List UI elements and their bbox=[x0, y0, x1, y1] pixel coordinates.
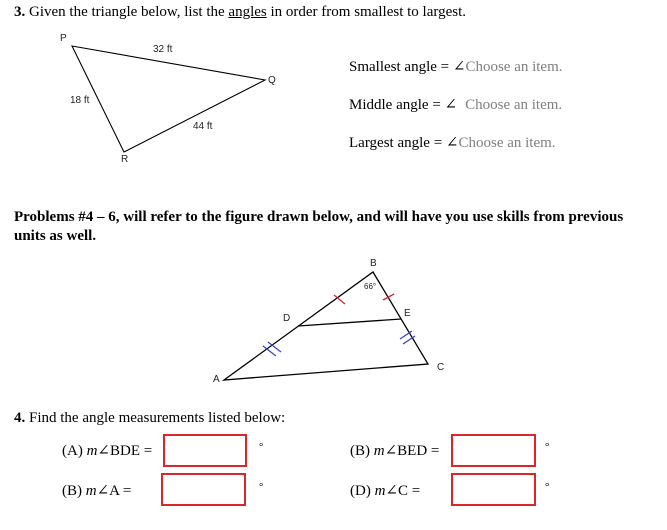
side-label-pq: 32 ft bbox=[153, 44, 173, 55]
problems-intro-text: Problems #4 – 6, will refer to the figure drawn below, and will have you use skills from previous units as well. bbox=[14, 209, 624, 244]
triangle-abc bbox=[224, 272, 428, 380]
middle-angle-label: Middle angle = bbox=[349, 97, 445, 113]
measure-m: m bbox=[374, 483, 386, 499]
largest-angle-row bbox=[349, 133, 556, 152]
answer-label-bed bbox=[350, 441, 439, 460]
vertex-label-e: E bbox=[404, 308, 411, 319]
question-underlined-word: angles bbox=[228, 4, 267, 20]
vertex-label-p: P bbox=[60, 33, 67, 44]
largest-angle-label: Largest angle = bbox=[349, 135, 446, 151]
vertex-label-b: B bbox=[370, 258, 377, 269]
question-text-before: Given the triangle below, list the bbox=[25, 4, 229, 20]
angle-symbol: ∠ bbox=[444, 97, 458, 113]
measure-m: m bbox=[373, 443, 385, 459]
question-text: Find the angle measurements listed below: bbox=[25, 410, 286, 426]
answer-angle: ∠C = bbox=[385, 483, 421, 499]
degree-symbol: ° bbox=[259, 481, 264, 493]
answer-label-c bbox=[350, 481, 420, 500]
vertex-label-c: C bbox=[437, 362, 445, 373]
angle-symbol: ∠ bbox=[445, 135, 459, 151]
triangle-pqr bbox=[72, 46, 265, 152]
question-number: 3. bbox=[14, 4, 26, 20]
degree-symbol: ° bbox=[259, 441, 264, 453]
question-number: 4. bbox=[14, 410, 26, 426]
largest-angle-dropdown[interactable]: Choose an item. bbox=[458, 135, 556, 151]
answer-angle: ∠BED = bbox=[384, 443, 440, 459]
answer-prefix: (D) bbox=[350, 483, 375, 499]
answer-input-bde[interactable] bbox=[163, 434, 247, 467]
vertex-label-r: R bbox=[121, 154, 129, 165]
answer-label-bde bbox=[62, 441, 152, 460]
answer-prefix: (A) bbox=[62, 443, 87, 459]
middle-angle-dropdown[interactable]: Choose an item. bbox=[465, 97, 563, 113]
angle-b-measure: 66° bbox=[364, 282, 377, 291]
vertex-label-d: D bbox=[283, 313, 291, 324]
answer-label-a bbox=[62, 481, 131, 500]
answer-prefix: (B) bbox=[62, 483, 86, 499]
side-label-qr: 44 ft bbox=[193, 121, 213, 132]
measure-m: m bbox=[86, 443, 98, 459]
question-text-after: in order from smallest to largest. bbox=[266, 4, 466, 20]
answer-prefix: (B) bbox=[350, 443, 374, 459]
answer-input-a[interactable] bbox=[161, 473, 246, 506]
degree-symbol: ° bbox=[545, 441, 550, 453]
answer-angle: ∠A = bbox=[96, 483, 132, 499]
smallest-angle-label: Smallest angle = bbox=[349, 59, 453, 75]
answer-input-c[interactable] bbox=[451, 473, 536, 506]
side-label-pr: 18 ft bbox=[70, 95, 90, 106]
angle-symbol: ∠ bbox=[452, 59, 466, 75]
measure-m: m bbox=[85, 483, 97, 499]
vertex-label-a: A bbox=[213, 374, 220, 385]
vertex-label-q: Q bbox=[268, 75, 276, 86]
answer-angle: ∠BDE = bbox=[97, 443, 153, 459]
segment-de bbox=[298, 319, 401, 326]
question-4-prompt bbox=[14, 410, 285, 427]
degree-symbol: ° bbox=[545, 481, 550, 493]
middle-angle-row bbox=[349, 95, 562, 114]
answer-input-bed[interactable] bbox=[451, 434, 536, 467]
triangle-abc-figure bbox=[224, 272, 428, 380]
smallest-angle-dropdown[interactable]: Choose an item. bbox=[465, 59, 563, 75]
smallest-angle-row bbox=[349, 57, 563, 76]
